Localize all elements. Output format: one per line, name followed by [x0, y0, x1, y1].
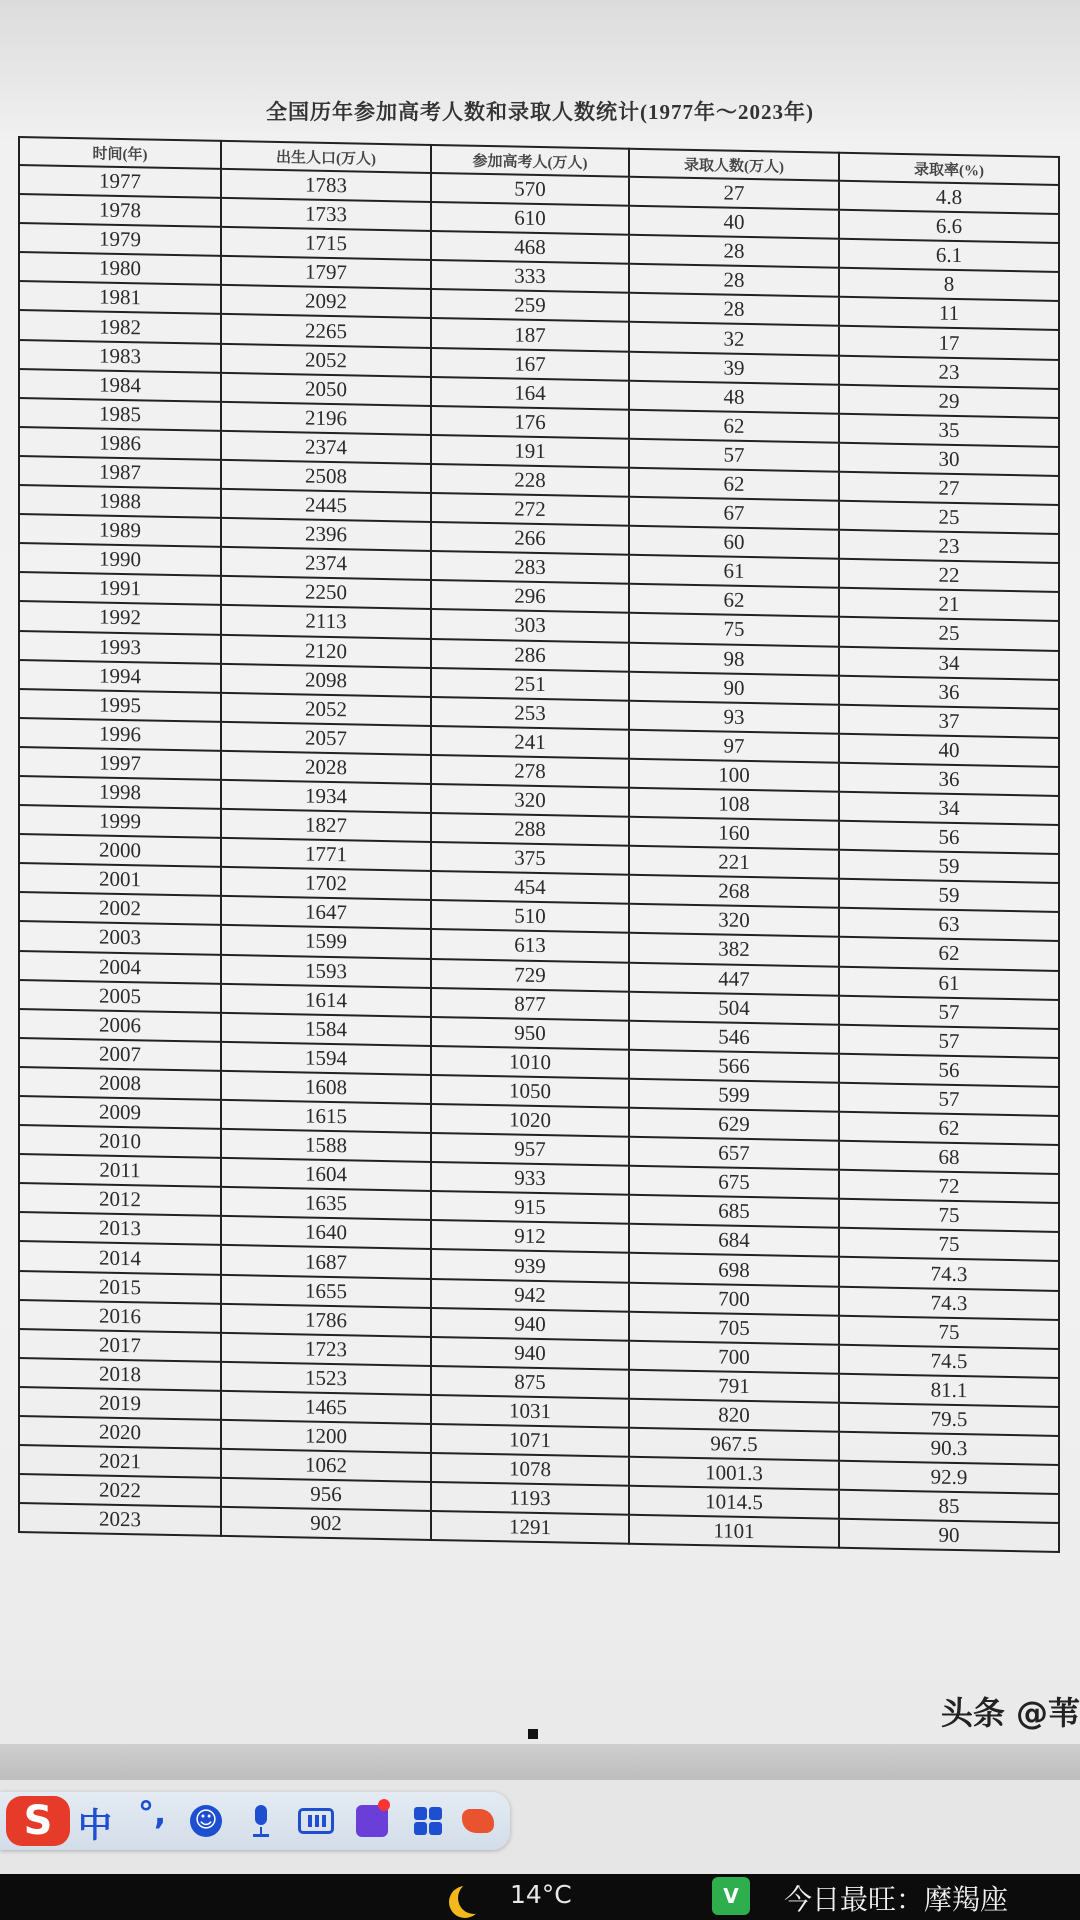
cell-births: 1465: [221, 1391, 431, 1424]
cell-examinees: 187: [431, 318, 629, 351]
header-examinees: 参加高考人(万人): [431, 145, 629, 177]
cell-year: 2008: [19, 1067, 221, 1100]
cell-admission-rate: 56: [839, 1054, 1059, 1087]
cell-year: 2003: [19, 921, 221, 954]
cell-admitted: 657: [629, 1137, 839, 1170]
cell-births: 1640: [221, 1216, 431, 1249]
cell-year: 2010: [19, 1125, 221, 1158]
cell-admitted: 62: [629, 468, 839, 501]
cell-year: 1982: [19, 310, 221, 343]
cell-examinees: 877: [431, 988, 629, 1021]
cell-year: 2015: [19, 1271, 221, 1304]
cell-examinees: 957: [431, 1133, 629, 1166]
cell-admitted: 28: [629, 293, 839, 326]
cell-admitted: 32: [629, 322, 839, 355]
cell-year: 1997: [19, 747, 221, 780]
cell-births: 1934: [221, 780, 431, 813]
cell-examinees: 942: [431, 1278, 629, 1311]
cell-examinees: 241: [431, 726, 629, 759]
header-year: 时间(年): [19, 137, 221, 169]
cell-admitted: 57: [629, 439, 839, 472]
cell-admission-rate: 68: [839, 1141, 1059, 1174]
cell-year: 2011: [19, 1154, 221, 1187]
cell-examinees: 1291: [431, 1511, 629, 1544]
cell-examinees: 1010: [431, 1046, 629, 1079]
cell-admission-rate: 75: [839, 1315, 1059, 1348]
cell-examinees: 253: [431, 697, 629, 730]
cell-examinees: 288: [431, 813, 629, 846]
cell-examinees: 278: [431, 755, 629, 788]
cell-year: 1998: [19, 776, 221, 809]
cell-admitted: 27: [629, 177, 839, 210]
cell-examinees: 940: [431, 1337, 629, 1370]
cell-year: 1988: [19, 485, 221, 518]
cell-examinees: 468: [431, 231, 629, 264]
cell-year: 1995: [19, 689, 221, 722]
emoji-icon[interactable]: ☺: [190, 1805, 222, 1837]
cell-admitted: 268: [629, 875, 839, 908]
cell-admitted: 504: [629, 991, 839, 1024]
cell-births: 2250: [221, 576, 431, 609]
cell-year: 1999: [19, 805, 221, 838]
microphone-icon[interactable]: [245, 1805, 277, 1837]
document-title: 全国历年参加高考人数和录取人数统计(1977年～2023年): [266, 100, 814, 124]
cell-admission-rate: 75: [839, 1199, 1059, 1232]
cell-admitted: 160: [629, 817, 839, 850]
cell-admitted: 447: [629, 962, 839, 995]
weather-temperature[interactable]: 14°C: [510, 1880, 572, 1909]
cell-births: 2508: [221, 460, 431, 493]
cell-examinees: 1050: [431, 1075, 629, 1108]
cell-admitted: 700: [629, 1340, 839, 1373]
cell-year: 2014: [19, 1241, 221, 1274]
cell-admitted: 1001.3: [629, 1457, 839, 1490]
cell-admission-rate: 90.3: [839, 1432, 1059, 1465]
moon-icon[interactable]: [458, 1882, 490, 1914]
keyboard-icon[interactable]: [298, 1808, 334, 1834]
header-births: 出生人口(万人): [221, 141, 431, 173]
cell-admission-rate: 21: [839, 588, 1059, 621]
taskbar: [0, 1874, 1080, 1920]
cell-year: 2004: [19, 951, 221, 984]
ime-language-toggle[interactable]: 中: [78, 1806, 112, 1846]
cell-admitted: 61: [629, 555, 839, 588]
cell-examinees: 454: [431, 871, 629, 904]
cell-year: 1979: [19, 223, 221, 256]
cell-admission-rate: 63: [839, 908, 1059, 941]
cell-admission-rate: 92.9: [839, 1461, 1059, 1494]
cell-births: 2052: [221, 693, 431, 726]
cell-admission-rate: 36: [839, 763, 1059, 796]
cell-admission-rate: 29: [839, 384, 1059, 417]
cell-admission-rate: 6.1: [839, 239, 1059, 272]
cell-year: 2012: [19, 1183, 221, 1216]
cell-year: 1985: [19, 398, 221, 431]
cell-admitted: 97: [629, 730, 839, 763]
cell-examinees: 729: [431, 958, 629, 991]
cell-year: 2021: [19, 1445, 221, 1478]
cell-admission-rate: 85: [839, 1490, 1059, 1523]
cell-year: 2000: [19, 834, 221, 867]
cell-admitted: 98: [629, 642, 839, 675]
cell-births: 2196: [221, 402, 431, 435]
ime-punctuation-toggle[interactable]: °,: [138, 1794, 167, 1832]
cell-admitted: 675: [629, 1166, 839, 1199]
cell-examinees: 1193: [431, 1482, 629, 1515]
cell-admitted: 967.5: [629, 1428, 839, 1461]
cell-births: 1062: [221, 1449, 431, 1482]
cell-births: 1797: [221, 256, 431, 289]
cell-examinees: 875: [431, 1366, 629, 1399]
cell-year: 1978: [19, 194, 221, 227]
cell-year: 1986: [19, 427, 221, 460]
cell-year: 1980: [19, 252, 221, 285]
cell-admission-rate: 74.5: [839, 1345, 1059, 1378]
cell-births: 1588: [221, 1129, 431, 1162]
cell-admission-rate: 6.6: [839, 210, 1059, 243]
cell-births: 1523: [221, 1362, 431, 1395]
cell-examinees: 912: [431, 1220, 629, 1253]
cell-births: 956: [221, 1478, 431, 1511]
cell-admitted: 566: [629, 1050, 839, 1083]
cell-year: 1994: [19, 660, 221, 693]
cell-births: 1635: [221, 1187, 431, 1220]
statistics-table: [18, 136, 1060, 1553]
cell-admitted: 60: [629, 526, 839, 559]
cell-admitted: 93: [629, 700, 839, 733]
cell-admission-rate: 11: [839, 297, 1059, 330]
cell-admitted: 684: [629, 1224, 839, 1257]
cell-births: 2052: [221, 343, 431, 376]
header-admitted: 录取人数(万人): [629, 149, 839, 181]
table-body: [19, 165, 1059, 1552]
cell-examinees: 939: [431, 1249, 629, 1282]
cell-examinees: 259: [431, 289, 629, 322]
cell-births: 1771: [221, 838, 431, 871]
cell-examinees: 228: [431, 464, 629, 497]
cell-admission-rate: 57: [839, 995, 1059, 1028]
cell-examinees: 333: [431, 260, 629, 293]
cell-year: 2009: [19, 1096, 221, 1129]
cell-admitted: 62: [629, 409, 839, 442]
screen-edge: [0, 1744, 1080, 1780]
cell-year: 2022: [19, 1474, 221, 1507]
cell-year: 1984: [19, 369, 221, 402]
cell-year: 1977: [19, 165, 221, 198]
cell-births: 2374: [221, 547, 431, 580]
cell-admission-rate: 62: [839, 1112, 1059, 1145]
cell-examinees: 176: [431, 406, 629, 439]
cell-admission-rate: 4.8: [839, 181, 1059, 214]
cell-admitted: 1014.5: [629, 1486, 839, 1519]
cell-year: 2018: [19, 1358, 221, 1391]
cell-births: 2120: [221, 634, 431, 667]
cell-examinees: 251: [431, 668, 629, 701]
cell-examinees: 266: [431, 522, 629, 555]
cell-admitted: 100: [629, 759, 839, 792]
cell-admission-rate: 37: [839, 704, 1059, 737]
cell-admission-rate: 59: [839, 879, 1059, 912]
text-cursor: [528, 1729, 538, 1739]
cell-examinees: 167: [431, 347, 629, 380]
skin-icon[interactable]: [356, 1805, 388, 1837]
cell-births: 2374: [221, 431, 431, 464]
cell-admission-rate: 17: [839, 326, 1059, 359]
cell-admission-rate: 34: [839, 792, 1059, 825]
cell-year: 2007: [19, 1038, 221, 1071]
cell-admitted: 39: [629, 351, 839, 384]
cell-year: 2005: [19, 980, 221, 1013]
cell-year: 1992: [19, 601, 221, 634]
cell-admitted: 1101: [629, 1515, 839, 1548]
cell-admission-rate: 30: [839, 443, 1059, 476]
cell-admitted: 700: [629, 1282, 839, 1315]
cell-admission-rate: 59: [839, 850, 1059, 883]
cell-births: 2265: [221, 314, 431, 347]
cell-admission-rate: 61: [839, 966, 1059, 999]
cell-examinees: 164: [431, 377, 629, 410]
cell-examinees: 1071: [431, 1424, 629, 1457]
cell-examinees: 570: [431, 173, 629, 206]
cell-year: 1983: [19, 340, 221, 373]
cell-year: 1991: [19, 572, 221, 605]
cell-admitted: 75: [629, 613, 839, 646]
cell-births: 1200: [221, 1420, 431, 1453]
cell-admitted: 382: [629, 933, 839, 966]
cell-examinees: 1020: [431, 1104, 629, 1137]
cell-admitted: 599: [629, 1079, 839, 1112]
cell-year: 1993: [19, 631, 221, 664]
cell-year: 1981: [19, 281, 221, 314]
cell-admitted: 48: [629, 380, 839, 413]
cell-admission-rate: 90: [839, 1519, 1059, 1552]
cell-admitted: 685: [629, 1195, 839, 1228]
header-admission-rate: 录取率(%): [839, 153, 1059, 185]
cell-admitted: 90: [629, 671, 839, 704]
cell-admitted: 28: [629, 235, 839, 268]
cell-admission-rate: 56: [839, 821, 1059, 854]
cell-year: 2020: [19, 1416, 221, 1449]
cell-admission-rate: 74.3: [839, 1286, 1059, 1319]
cell-births: 1608: [221, 1071, 431, 1104]
cell-births: 1715: [221, 227, 431, 260]
cell-year: 1989: [19, 514, 221, 547]
cell-births: 2098: [221, 663, 431, 696]
cell-admitted: 629: [629, 1108, 839, 1141]
news-app-icon[interactable]: V: [712, 1877, 750, 1915]
cell-examinees: 613: [431, 929, 629, 962]
cell-births: 1593: [221, 954, 431, 987]
cell-examinees: 510: [431, 900, 629, 933]
cell-examinees: 1078: [431, 1453, 629, 1486]
cell-examinees: 1031: [431, 1395, 629, 1428]
cell-births: 902: [221, 1507, 431, 1540]
cell-admission-rate: 40: [839, 734, 1059, 767]
cell-births: 1702: [221, 867, 431, 900]
cell-births: 2092: [221, 285, 431, 318]
cell-admitted: 108: [629, 788, 839, 821]
cell-births: 1827: [221, 809, 431, 842]
cell-births: 1786: [221, 1304, 431, 1337]
cell-admission-rate: 57: [839, 1083, 1059, 1116]
cell-admission-rate: 74.3: [839, 1257, 1059, 1290]
cell-births: 1604: [221, 1158, 431, 1191]
cell-births: 1615: [221, 1100, 431, 1133]
cell-births: 2028: [221, 751, 431, 784]
cell-examinees: 283: [431, 551, 629, 584]
ime-logo-icon[interactable]: S: [6, 1796, 70, 1846]
cell-admission-rate: 22: [839, 559, 1059, 592]
cell-births: 1655: [221, 1274, 431, 1307]
cell-year: 2006: [19, 1009, 221, 1042]
cell-year: 1990: [19, 543, 221, 576]
cell-births: 2396: [221, 518, 431, 551]
cell-admitted: 40: [629, 206, 839, 239]
cell-births: 1584: [221, 1013, 431, 1046]
cell-births: 1733: [221, 198, 431, 231]
cell-examinees: 286: [431, 638, 629, 671]
cell-admission-rate: 62: [839, 937, 1059, 970]
cell-admission-rate: 25: [839, 617, 1059, 650]
cell-examinees: 950: [431, 1017, 629, 1050]
cell-examinees: 375: [431, 842, 629, 875]
cell-births: 1614: [221, 984, 431, 1017]
cell-examinees: 272: [431, 493, 629, 526]
cell-births: 1687: [221, 1245, 431, 1278]
cell-admission-rate: 81.1: [839, 1374, 1059, 1407]
cell-births: 1783: [221, 169, 431, 202]
cell-births: 2445: [221, 489, 431, 522]
cell-admission-rate: 23: [839, 530, 1059, 563]
cell-births: 1599: [221, 925, 431, 958]
cell-examinees: 915: [431, 1191, 629, 1224]
cell-examinees: 940: [431, 1308, 629, 1341]
cell-births: 2050: [221, 373, 431, 406]
cell-admission-rate: 79.5: [839, 1403, 1059, 1436]
cell-examinees: 191: [431, 435, 629, 468]
cell-admitted: 791: [629, 1370, 839, 1403]
cell-admission-rate: 35: [839, 414, 1059, 447]
cell-examinees: 610: [431, 202, 629, 235]
cell-admission-rate: 57: [839, 1024, 1059, 1057]
cell-births: 1723: [221, 1333, 431, 1366]
cell-admitted: 320: [629, 904, 839, 937]
cell-births: 2113: [221, 605, 431, 638]
toolbox-icon[interactable]: [462, 1809, 494, 1833]
cell-admitted: 705: [629, 1311, 839, 1344]
cell-admitted: 67: [629, 497, 839, 530]
cell-births: 2057: [221, 722, 431, 755]
cell-year: 2013: [19, 1212, 221, 1245]
cell-births: 1647: [221, 896, 431, 929]
ime-toolbar: [0, 1792, 510, 1850]
cell-admission-rate: 27: [839, 472, 1059, 505]
cell-year: 2019: [19, 1387, 221, 1420]
cell-admitted: 546: [629, 1020, 839, 1053]
watermark: 头条 @苇: [940, 1694, 1080, 1732]
cell-admission-rate: 25: [839, 501, 1059, 534]
cell-examinees: 320: [431, 784, 629, 817]
news-ticker[interactable]: 今日最旺：摩羯座: [784, 1883, 1009, 1916]
cell-admission-rate: 34: [839, 646, 1059, 679]
cell-year: 2016: [19, 1300, 221, 1333]
cell-admitted: 62: [629, 584, 839, 617]
cell-admission-rate: 36: [839, 675, 1059, 708]
cell-admitted: 698: [629, 1253, 839, 1286]
cell-examinees: 303: [431, 609, 629, 642]
cell-year: 1987: [19, 456, 221, 489]
cell-year: 1996: [19, 718, 221, 751]
cell-year: 2017: [19, 1329, 221, 1362]
cell-year: 2002: [19, 892, 221, 925]
cell-year: 2023: [19, 1503, 221, 1536]
cell-admission-rate: 23: [839, 355, 1059, 388]
cell-admitted: 820: [629, 1399, 839, 1432]
cell-admission-rate: 75: [839, 1228, 1059, 1261]
cell-examinees: 296: [431, 580, 629, 613]
cell-admission-rate: 8: [839, 268, 1059, 301]
cell-admission-rate: 72: [839, 1170, 1059, 1203]
cell-examinees: 933: [431, 1162, 629, 1195]
cell-admitted: 221: [629, 846, 839, 879]
cell-admitted: 28: [629, 264, 839, 297]
cell-year: 2001: [19, 863, 221, 896]
cell-births: 1594: [221, 1042, 431, 1075]
apps-grid-icon[interactable]: [412, 1805, 444, 1837]
